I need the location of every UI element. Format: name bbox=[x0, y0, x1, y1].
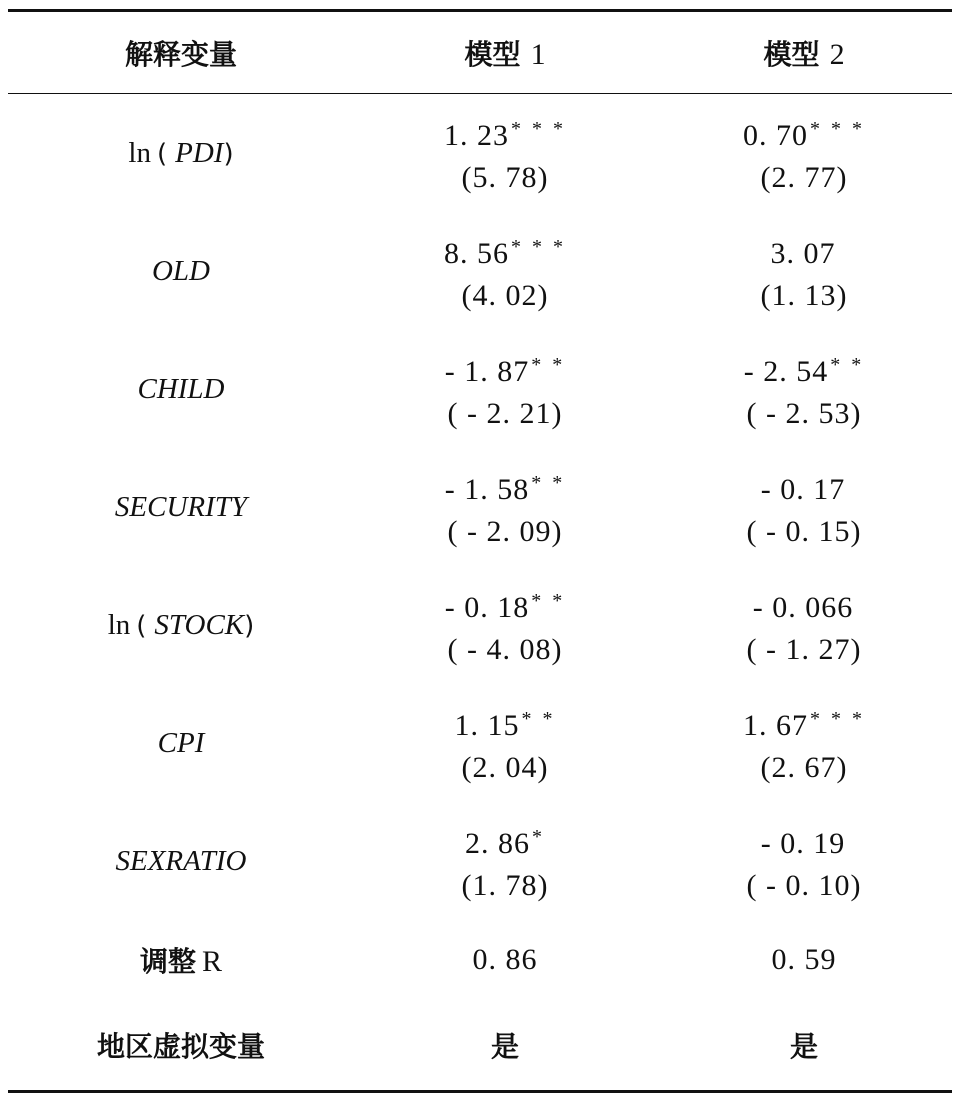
t-statistic: (5. 78) bbox=[461, 160, 549, 194]
table-row bbox=[8, 566, 952, 684]
t-statistic: ( - 2. 21) bbox=[447, 396, 563, 430]
model-2-cell bbox=[656, 802, 952, 920]
model-2-cell bbox=[656, 212, 952, 330]
coefficient-line bbox=[743, 108, 865, 157]
table-row bbox=[8, 330, 952, 448]
coefficient-line bbox=[462, 816, 549, 865]
close-paren: ) bbox=[244, 610, 255, 641]
coefficient-value: - 0. 066 bbox=[752, 590, 854, 624]
adjusted-r-row bbox=[8, 920, 952, 1000]
variable-cell bbox=[8, 212, 354, 330]
adjusted-r-label bbox=[8, 920, 354, 1000]
variable-symbol: PDI bbox=[175, 136, 224, 169]
coefficient-line bbox=[444, 108, 566, 157]
region-dummy-model-2 bbox=[656, 1000, 952, 1092]
model-2-cell bbox=[656, 566, 952, 684]
region-dummy-value: 是 bbox=[490, 1030, 519, 1063]
estimate-stack bbox=[444, 108, 566, 199]
coefficient-value: - 2. 54 bbox=[743, 354, 829, 388]
estimate-stack bbox=[747, 580, 862, 671]
estimate-stack bbox=[455, 698, 556, 789]
open-paren: ( bbox=[156, 138, 168, 169]
regression-table bbox=[8, 9, 952, 1093]
variable-name bbox=[128, 137, 233, 169]
variable-cell bbox=[8, 566, 354, 684]
adjusted-r-label-cjk: 调整 bbox=[139, 945, 196, 978]
variable-name: CPI bbox=[157, 726, 205, 759]
coefficient-line bbox=[445, 580, 566, 629]
model-2-cell bbox=[656, 448, 952, 566]
model-2-cell bbox=[656, 94, 952, 213]
table-body bbox=[8, 94, 952, 1092]
variable-cell bbox=[8, 448, 354, 566]
model-1-cell bbox=[354, 94, 656, 213]
coefficient-value: 0. 70 bbox=[743, 118, 808, 152]
adjusted-r-label-latin: R bbox=[202, 945, 223, 978]
header-row bbox=[8, 11, 952, 94]
variable-name: SECURITY bbox=[114, 490, 248, 523]
variable-symbol: STOCK bbox=[154, 608, 245, 641]
estimate-stack bbox=[747, 816, 862, 907]
adjusted-r-model-1 bbox=[354, 920, 656, 1000]
region-dummy-row bbox=[8, 1000, 952, 1092]
significance-stars: * * * bbox=[511, 235, 566, 258]
variable-prefix: ln bbox=[128, 136, 151, 169]
coefficient-value: - 0. 19 bbox=[760, 826, 846, 860]
model-2-cell bbox=[656, 330, 952, 448]
table-row bbox=[8, 448, 952, 566]
variable-name: CHILD bbox=[137, 372, 225, 405]
variable-cell bbox=[8, 94, 354, 213]
estimate-stack bbox=[743, 698, 865, 789]
estimate-stack bbox=[743, 108, 865, 199]
coefficient-line bbox=[761, 226, 848, 275]
coefficient-line bbox=[747, 462, 862, 511]
coefficient-line bbox=[747, 816, 862, 865]
t-statistic: ( - 0. 10) bbox=[746, 868, 862, 902]
region-dummy-value: 是 bbox=[789, 1030, 818, 1063]
model-1-cell bbox=[354, 802, 656, 920]
coefficient-value: - 1. 58 bbox=[444, 472, 530, 506]
coefficient-line bbox=[747, 580, 862, 629]
region-dummy-label-text: 地区虚拟变量 bbox=[96, 1030, 265, 1063]
coefficient-value: 1. 15 bbox=[454, 708, 520, 742]
estimate-stack bbox=[445, 580, 566, 671]
estimate-stack bbox=[444, 226, 566, 317]
coefficient-value: 1. 67 bbox=[743, 708, 808, 742]
coefficient-line bbox=[743, 698, 865, 747]
model-1-cell bbox=[354, 566, 656, 684]
coefficient-value: 8. 56 bbox=[444, 236, 509, 270]
estimate-stack bbox=[747, 462, 862, 553]
significance-stars: * * * bbox=[511, 117, 566, 140]
t-statistic: (4. 02) bbox=[461, 278, 549, 312]
coefficient-line bbox=[445, 462, 566, 511]
header-variable: 解释变量 bbox=[124, 37, 237, 71]
significance-stars: * * * bbox=[810, 707, 865, 730]
t-statistic: ( - 2. 09) bbox=[447, 514, 563, 548]
coefficient-value: 1. 23 bbox=[444, 118, 509, 152]
significance-stars: * bbox=[531, 825, 545, 848]
variable-name bbox=[108, 609, 255, 641]
adjusted-r-value: 0. 59 bbox=[771, 943, 837, 976]
coefficient-line bbox=[444, 226, 566, 275]
estimate-stack bbox=[761, 226, 848, 317]
significance-stars: * * bbox=[531, 353, 566, 376]
model-1-cell bbox=[354, 448, 656, 566]
variable-name: OLD bbox=[151, 254, 210, 287]
region-dummy-label bbox=[8, 1000, 354, 1092]
adjusted-r-model-2 bbox=[656, 920, 952, 1000]
adjusted-r-value: 0. 86 bbox=[472, 943, 538, 976]
significance-stars: * * * bbox=[810, 117, 865, 140]
header-model-1: 模型 1 bbox=[464, 37, 546, 71]
significance-stars: * * bbox=[531, 471, 566, 494]
open-paren: ( bbox=[136, 610, 147, 641]
coefficient-value: 2. 86 bbox=[464, 826, 530, 860]
variable-name: SEXRATIO bbox=[115, 844, 247, 877]
t-statistic: (2. 77) bbox=[760, 160, 848, 194]
estimate-stack bbox=[462, 816, 549, 907]
variable-cell bbox=[8, 684, 354, 802]
coefficient-line bbox=[445, 344, 566, 393]
coefficient-line bbox=[744, 344, 865, 393]
significance-stars: * * bbox=[830, 353, 865, 376]
coefficient-value: - 0. 17 bbox=[760, 472, 846, 506]
estimate-stack bbox=[445, 344, 566, 435]
adjusted-r-label-text bbox=[140, 945, 222, 978]
coefficient-value: 3. 07 bbox=[770, 236, 836, 270]
table-row bbox=[8, 212, 952, 330]
variable-cell bbox=[8, 330, 354, 448]
table-row bbox=[8, 684, 952, 802]
model-1-cell bbox=[354, 330, 656, 448]
model-1-cell bbox=[354, 684, 656, 802]
coefficient-value: - 1. 87 bbox=[444, 354, 530, 388]
close-paren: ) bbox=[223, 138, 234, 169]
coefficient-value: - 0. 18 bbox=[444, 590, 530, 624]
table-header bbox=[8, 11, 952, 94]
estimate-stack bbox=[744, 344, 865, 435]
t-statistic: ( - 2. 53) bbox=[746, 396, 862, 430]
t-statistic: (2. 04) bbox=[461, 750, 549, 784]
t-statistic: (1. 13) bbox=[760, 278, 848, 312]
model-2-cell bbox=[656, 684, 952, 802]
variable-cell bbox=[8, 802, 354, 920]
t-statistic: (2. 67) bbox=[760, 750, 848, 784]
t-statistic: ( - 0. 15) bbox=[746, 514, 862, 548]
header-model-2: 模型 2 bbox=[763, 37, 845, 71]
table-row bbox=[8, 94, 952, 213]
t-statistic: ( - 4. 08) bbox=[447, 632, 563, 666]
region-dummy-model-1 bbox=[354, 1000, 656, 1092]
table-row bbox=[8, 802, 952, 920]
t-statistic: ( - 1. 27) bbox=[746, 632, 862, 666]
significance-stars: * * bbox=[521, 707, 556, 730]
model-1-cell bbox=[354, 212, 656, 330]
coefficient-line bbox=[455, 698, 556, 747]
variable-prefix: ln bbox=[107, 608, 131, 641]
estimate-stack bbox=[445, 462, 566, 553]
significance-stars: * * bbox=[531, 589, 566, 612]
t-statistic: (1. 78) bbox=[461, 868, 549, 902]
